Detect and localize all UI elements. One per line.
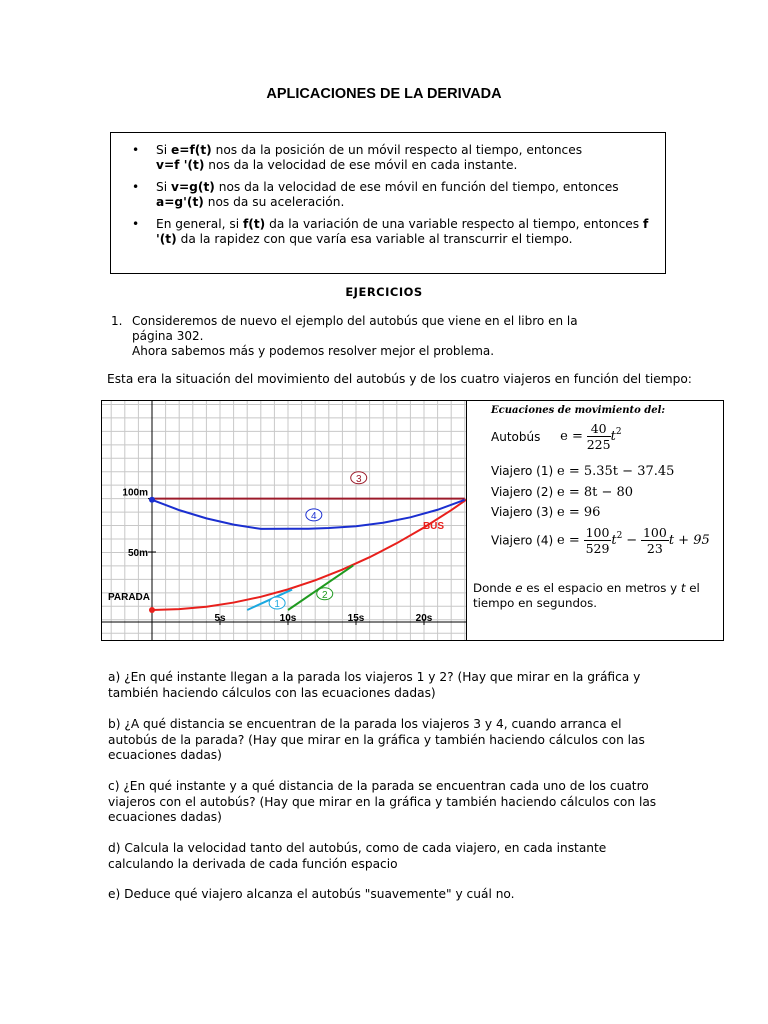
equation-expr: e = 96 xyxy=(557,505,601,520)
definitions-box xyxy=(110,132,666,274)
equation-var: t xyxy=(610,429,616,444)
x-tick-label: 20s xyxy=(415,613,433,624)
equation-label: Viajero (3) xyxy=(491,505,554,519)
page-title: APLICACIONES DE LA DERIVADA xyxy=(266,86,502,102)
series-line-v2 xyxy=(288,565,353,610)
question-c: c) ¿En qué instante y a qué distancia de la parada se encuentran cada uno de los cuatro viajeros con el autobús? (Hay que mirar en la gráfica y también haciendo cálculos con las ecuaciones dadas) xyxy=(108,779,657,824)
equation-v3 xyxy=(491,505,600,520)
equation-exp: 2 xyxy=(615,427,622,437)
parada-label: PARADA xyxy=(107,592,150,603)
exercise-text-line: página 302. xyxy=(132,329,204,343)
equation-lhs: e = xyxy=(557,533,580,548)
start-point xyxy=(149,497,155,503)
exercise-1 xyxy=(111,314,671,359)
x-tick-label: 15s xyxy=(347,613,365,624)
start-point xyxy=(149,607,155,613)
definition-item: • Si v=g(t) nos da la velocidad de ese móvil en función del tiempo, entonces a=g'(t) nos da su aceleración. xyxy=(132,180,619,209)
equation-var: t xyxy=(611,533,617,548)
definition-item: • Si e=f(t) nos da la posición de un móvil respecto al tiempo, entonces v=f '(t) nos da la velocidad de ese móvil en cada instante. xyxy=(132,143,583,172)
x-tick-label: 10s xyxy=(279,613,297,624)
equation-label: Viajero (2) xyxy=(491,485,554,499)
equation-v1 xyxy=(491,464,674,479)
exercise-text-line: Consideremos de nuevo el ejemplo del autobús que viene en el libro en la xyxy=(132,314,578,328)
question-a: a) ¿En qué instante llegan a la parada los viajeros 1 y 2? (Hay que mirar en la gráfica y también haciendo cálculos con las ecuaciones dadas) xyxy=(108,670,641,700)
motion-graph xyxy=(102,401,466,640)
exercises-heading: EJERCICIOS xyxy=(345,285,423,299)
fraction: $\frac{100}{529}$ xyxy=(585,525,610,556)
question-b: b) ¿A qué distancia se encuentran de la parada los viajeros 3 y 4, cuando arranca el autobús de la parada? (Hay que mirar en la gráfica y también haciendo cálculos con las ecuaciones dadas) xyxy=(108,717,645,762)
marker-number: 1 xyxy=(274,599,280,611)
exercise-text-line: Ahora sabemos más y podemos resolver mejor el problema. xyxy=(132,344,495,358)
equations-note: Donde e es el espacio en metros y t el tiempo en segundos. xyxy=(473,581,700,610)
equations-panel xyxy=(466,401,724,640)
exercise-number: 1. xyxy=(111,314,123,328)
definition-item: • En general, si f(t) da la variación de una variable respecto al tiempo, entonces f '(t) da la rapidez con que varía esa variable al transcurrir el tiempo. xyxy=(132,217,649,246)
equation-label: Viajero (4) xyxy=(491,533,554,548)
marker-number: 4 xyxy=(311,510,317,522)
question-e: e) Deduce qué viajero alcanza el autobús "suavemente" y cuál no. xyxy=(108,887,515,901)
equation-autobus xyxy=(491,421,622,452)
fraction: $\frac{40}{225}$ xyxy=(586,421,611,452)
series-line-bus xyxy=(152,473,466,610)
equation-label: Autobús xyxy=(491,429,541,444)
bus-label: BUS xyxy=(422,520,445,532)
x-tick-label: 5s xyxy=(214,613,226,624)
equation-exp: 2 xyxy=(616,531,623,541)
graph-series xyxy=(152,473,466,610)
question-d: d) Calcula la velocidad tanto del autobús, como de cada viajero, en cada instante calculando la derivada de cada función espacio xyxy=(108,841,607,871)
equation-v2 xyxy=(491,485,633,500)
y-label-100: 100m xyxy=(122,487,148,499)
y-label-50: 50m xyxy=(127,548,148,559)
equation-lhs: e = xyxy=(560,429,583,444)
equation-label: Viajero (1) xyxy=(491,464,554,478)
equation-expr: e = 8t − 80 xyxy=(557,485,634,500)
equation-op: − xyxy=(626,533,638,548)
equation-expr: e = 5.35t − 37.45 xyxy=(557,464,675,479)
equations-header: Ecuaciones de movimiento del: xyxy=(491,405,666,416)
marker-number: 3 xyxy=(355,473,362,485)
equation-var: t + 95 xyxy=(668,533,710,548)
graph-markers xyxy=(149,472,367,613)
equation-v4 xyxy=(491,525,710,556)
fraction: $\frac{100}{23}$ xyxy=(642,525,667,556)
graph-intro: Esta era la situación del movimiento del autobús y de los cuatro viajeros en función del tiempo: xyxy=(107,372,692,386)
marker-number: 2 xyxy=(321,589,328,601)
